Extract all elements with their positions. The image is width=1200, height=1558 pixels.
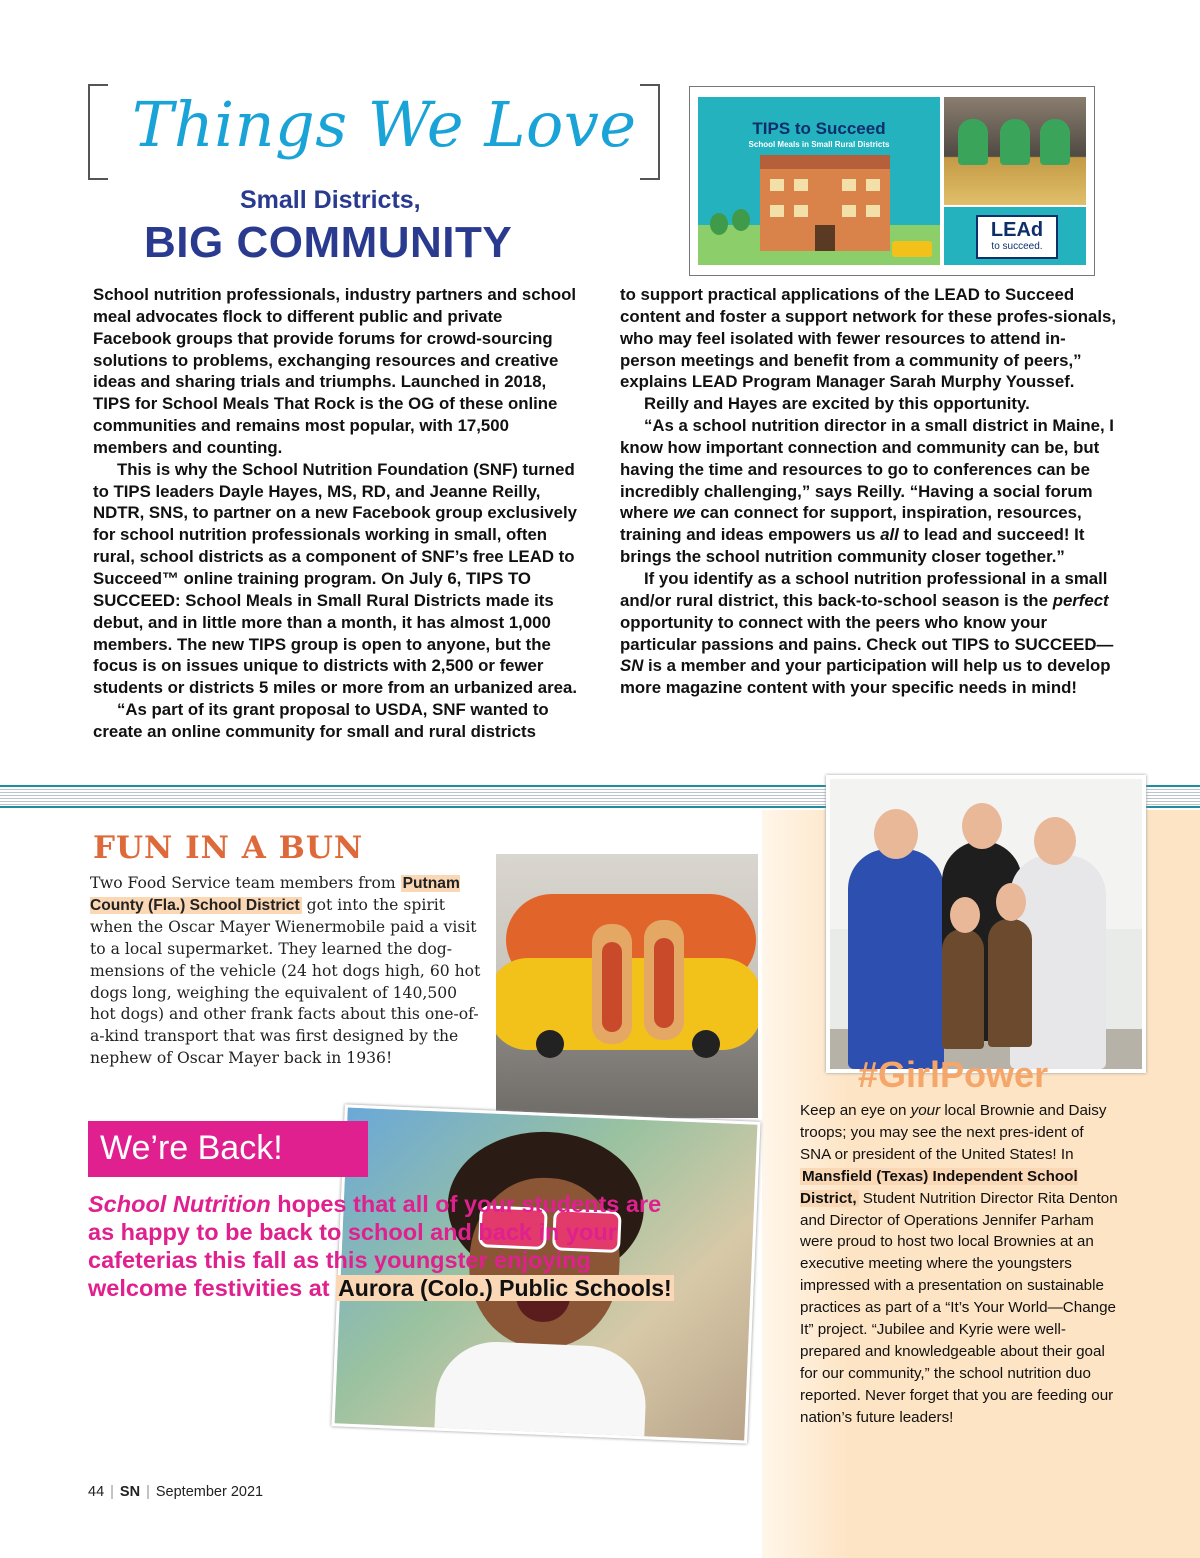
page-number: 44 [88, 1484, 105, 1500]
article-paragraph: Reilly and Hayes are excited by this opportunity. [644, 394, 1030, 414]
wienermobile-photo [496, 854, 758, 1118]
tips-banner-title: TIPS to Succeed [752, 119, 886, 138]
page-footer: 44 | SN | September 2021 [88, 1484, 264, 1500]
tree-illustration [732, 209, 750, 231]
lead-to-succeed-logo [944, 207, 1086, 265]
right-bracket [640, 84, 660, 180]
logo-main-text: LEAd [990, 219, 1044, 241]
girlpower-body [800, 1100, 1118, 1429]
fun-in-a-bun-paragraph: Two Food Service team members from Putnam County (Fla.) School District got into the spirit when the Oscar Mayer Wienermobile paid a visit to a local supermarket. They learned the dog-mensions of the vehicle (24 hot dogs high, 60 hot dogs long, weighing the equivalent of 140,500 hot dogs) and other frank facts about this one-of-a-kind transport that was first designed by the nephew of Oscar Mayer back in 1936! [90, 874, 481, 1068]
district-highlight: Aurora (Colo.) Public Schools! [338, 1275, 672, 1302]
girlpower-paragraph: Keep an eye on your local Brownie and Daisy troops; you may see the next pres-ident of SNA or president of the United States! In Mansfield (Texas) Independent School District, Student Nutrition Director Rita Denton and Director of Operations Jennifer Parham were proud to host two local Brownies at an executive meeting where the youngsters impressed with a presentation on sustainable practices as part of a “It’s Your World—Change It” project. “Jubilee and Kyrie were well-prepared and knowledgeable about their goal for our community,” the school nutrition duo reported. Never forget that you are feeding our nation’s future leaders! [800, 1102, 1118, 1426]
article-paragraph: This is why the School Nutrition Foundation (SNF) turned to TIPS leaders Dayle Hayes, MS, RD, and Jeanne Reilly, NDTR, SNS, to partner on a new Facebook group exclusively for school nutrition professionals working in small, often rural, school districts as a component of SNF’s free LEAD to Succeed™ online training program. On July 6, TIPS TO SUCCEED: School Meals in Small Rural Districts made its debut, and in little more than a month, it has almost 1,000 members. The new TIPS group is open to anyone, but the focus is on issues unique to districts with 2,500 or fewer students or districts 5 miles or more from an urbanized area. [93, 459, 577, 698]
brownies-group-photo [826, 775, 1146, 1073]
tips-to-succeed-image [689, 86, 1095, 276]
district-highlight: Mansfield (Texas) Independent School District, [800, 1167, 1078, 1207]
were-back-title: We’re Back! [100, 1129, 283, 1167]
magazine-name: SN [119, 1484, 141, 1500]
tips-banner-panel [698, 97, 940, 265]
left-bracket [88, 84, 108, 180]
article-paragraph: If you identify as a school nutrition professional in a small and/or rural district, this back-to-school season is the perfect opportunity to connect with the peers who know your particular passions and pains. Check out TIPS to SUCCEED—SN is a member and your participation will help us to develop more magazine content with your specific needs in mind! [620, 568, 1114, 698]
article-column-left [93, 284, 585, 743]
fun-in-a-bun-body [90, 873, 486, 1070]
school-building-illustration [760, 169, 890, 251]
article-column-right [620, 284, 1118, 699]
tree-illustration [710, 213, 728, 235]
article-paragraph: “As a school nutrition director in a small district in Maine, I know how important connection and community can be, but having the time and resources to go to conferences can be incredibly challenging,” says Reilly. “Having a social forum where we can connect for support, inspiration, resources, training and ideas empowers us all to lead and succeed! It brings the school nutrition community closer together.” [620, 416, 1114, 567]
article-subtitle: Small Districts, [240, 186, 421, 214]
were-back-paragraph: School Nutrition hopes that all of your students are as happy to be back to school and back in your cafeterias this fall as this youngster enjoying welcome festivities at Aurora (Colo.) Public Schools! [88, 1191, 672, 1302]
logo-sub-text: to succeed. [991, 241, 1043, 252]
district-highlight: Putnam County (Fla.) School District [90, 875, 460, 914]
cafeteria-staff-photo [944, 97, 1086, 205]
were-back-body [88, 1190, 688, 1302]
school-bus-illustration [892, 241, 932, 257]
article-paragraph: School nutrition professionals, industry partners and school meal advocates flock to different public and private Facebook groups that provide forums for crowd-sourcing solutions to problems, exchanging resources and creative ideas and sharing trials and triumphs. Launched in 2018, TIPS for School Meals That Rock is the OG of these online communities and remains most popular, with 17,500 members and counting. [93, 285, 576, 457]
article-paragraph: to support practical applications of the LEAD to Succeed content and foster a support network for these profes-sionals, who may feel isolated with fewer resources to attend in-person meetings and benefit from a community of peers,” explains LEAD Program Manager Sarah Murphy Youssef. [620, 285, 1117, 392]
were-back-banner [88, 1121, 368, 1177]
fun-in-a-bun-title: FUN IN A BUN [93, 830, 364, 866]
girlpower-title: #GirlPower [858, 1054, 1049, 1095]
tips-banner-subtitle: School Meals in Small Rural Districts [748, 140, 890, 149]
article-paragraph: “As part of its grant proposal to USDA, SNF wanted to create an online community for small and rural districts [93, 700, 549, 741]
section-title: Things We Love [132, 88, 637, 161]
article-headline: BIG COMMUNITY [144, 218, 513, 267]
section-header [88, 84, 660, 178]
issue-date: September 2021 [155, 1484, 264, 1500]
